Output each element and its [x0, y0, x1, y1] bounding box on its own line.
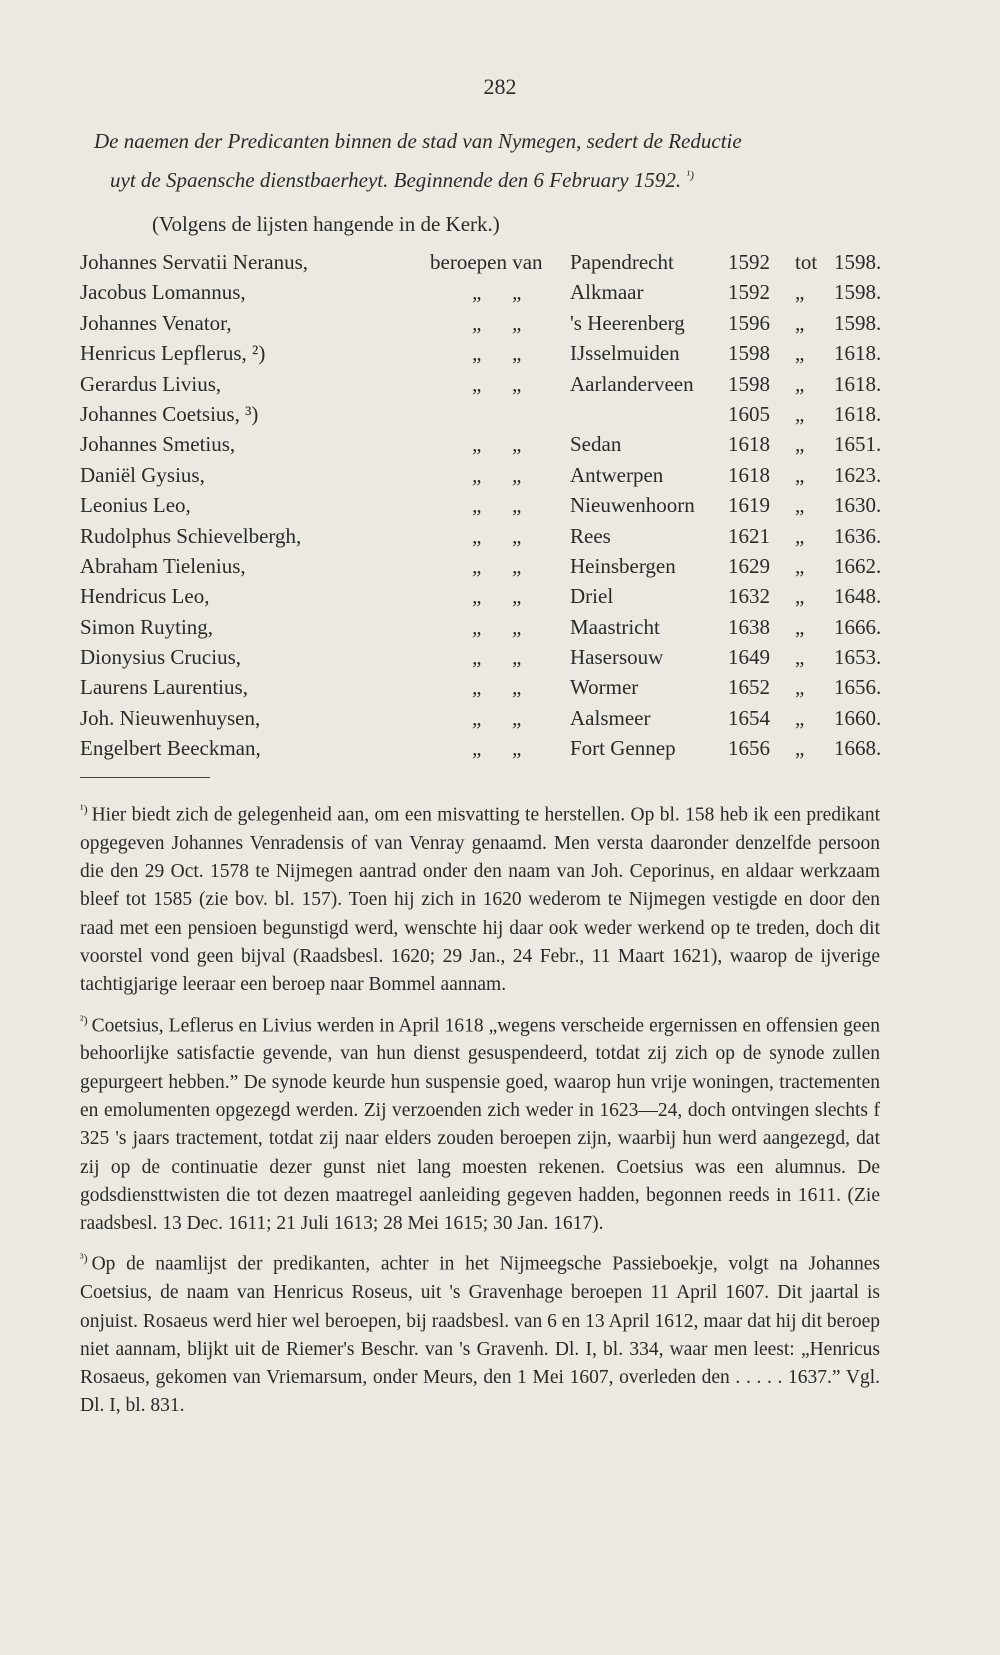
footnote-text: Op de naamlijst der predikanten, achter in het Nijmeegsche Passieboekje, volgt na Johannes Coetsius, de naam van Henricus Roseus, uit 's Gravenhage beroepen 11 April 1607. Dit jaartal is onjuist. Rosaeus werd hier wel beroepen, bij raadsbesl. van 6 en 13 April 1612, maar dat hij dit beroep niet aannam, blijkt uit de Riemer's Beschr. van 's Gravenh. Dl. I, bl. 334, waar men leest: „Henricus Rosaeus, gekomen van Vriemarsum, onder Meurs, den 1 Mei 1607, overleden den . . . . . 1637.” Vgl. Dl. I, bl. 831.	[80, 1253, 880, 1417]
heading-line-2	[90, 158, 890, 197]
footnote	[80, 795, 880, 1000]
roster-name: Johannes Servatii Neranus,	[80, 250, 309, 274]
roster-ditto1: „	[472, 310, 484, 335]
roster-tot: „	[795, 310, 805, 335]
roster-ditto2: „	[512, 553, 524, 578]
roster-from: 1618	[728, 432, 770, 457]
roster-row	[80, 493, 900, 523]
roster-ditto2: „	[512, 523, 524, 548]
footnote-mark: ¹)	[80, 802, 88, 816]
roster-place: Fort Gennep	[570, 736, 676, 761]
roster-name: Johannes Venator,	[80, 310, 232, 335]
roster-row	[80, 736, 900, 766]
roster-ditto2: „	[512, 462, 524, 487]
roster-name: Jacobus Lomannus,	[80, 280, 246, 305]
roster-from: 1605	[728, 401, 770, 426]
roster-tot: „	[795, 371, 805, 396]
roster-place: Driel	[570, 584, 614, 609]
roster-tot: „	[795, 584, 805, 609]
roster-tot: tot	[795, 250, 818, 274]
roster-row	[80, 250, 900, 280]
roster-ditto1: „	[472, 371, 484, 396]
roster-tot: „	[795, 645, 805, 670]
roster-name: Rudolphus Schievelbergh,	[80, 523, 302, 548]
roster-to: 1598.	[834, 250, 882, 274]
roster-tot: „	[795, 401, 805, 426]
roster-to: 1618.	[834, 371, 882, 396]
roster-to: 1660.	[834, 705, 882, 730]
roster-tot: „	[795, 675, 805, 700]
roster-ditto2: „	[512, 736, 524, 761]
roster-ditto1: „	[472, 645, 484, 670]
roster-name: Simon Ruyting,	[80, 614, 214, 639]
roster-to: 1662.	[834, 553, 882, 578]
roster-name: Johannes Coetsius, ³)	[80, 401, 259, 426]
footnote-divider	[80, 777, 210, 778]
roster-name: Dionysius Crucius,	[80, 645, 242, 670]
roster-ditto2: „	[512, 645, 524, 670]
roster-row	[80, 554, 900, 584]
heading-footnote-ref: ¹)	[686, 168, 694, 182]
roster-name: Hendricus Leo,	[80, 584, 210, 609]
roster-row	[80, 463, 900, 493]
roster-ditto1: „	[472, 553, 484, 578]
roster-from: 1649	[728, 645, 770, 670]
roster-from: 1621	[728, 523, 770, 548]
roster-place: IJsselmuiden	[570, 341, 680, 366]
roster-ditto1: „	[472, 584, 484, 609]
roster-from: 1629	[728, 553, 770, 578]
roster-row	[80, 432, 900, 462]
footnote-text: Hier biedt zich de gelegenheid aan, om een misvatting te herstellen. Op bl. 158 heb ik een predikant opgegeven Johannes Venradensis of van Venray genaamd. Men versta daaronder denzelfde persoon die den 29 Oct. 1578 te Nijmegen aantrad onder den naam van Joh. Ceporinus, en aldaar werkzaam bleef tot 1585 (zie bov. bl. 157). Toen hij zich in 1620 wederom te Nijmegen vestigde en door den raad met een pensioen begunstigd werd, wenschte hij daar ook weder werkend op te treden, doch dit voorstel vond geen bijval (Raadsbesl. 1620; 29 Jan., 24 Febr., 11 Maart 1621), waarop de ijverige tachtigjarige leeraar een beroep naar Bommel aannam.	[80, 804, 880, 996]
roster-tot: „	[795, 705, 805, 730]
roster-from: 1652	[728, 675, 770, 700]
roster-name: Daniël Gysius,	[80, 462, 205, 487]
roster-row	[80, 311, 900, 341]
roster-tot: „	[795, 341, 805, 366]
roster-name: Henricus Lepflerus, ²)	[80, 341, 266, 366]
roster-to: 1598.	[834, 310, 882, 335]
roster-ditto1: „	[472, 705, 484, 730]
page-heading	[90, 124, 890, 197]
preacher-roster	[80, 250, 900, 767]
roster-ditto2: „	[512, 310, 524, 335]
roster-from: 1619	[728, 493, 770, 518]
roster-label: beroepen van	[430, 250, 543, 274]
roster-from: 1598	[728, 341, 770, 366]
footnote	[80, 1244, 880, 1420]
roster-ditto2: „	[512, 341, 524, 366]
roster-to: 1648.	[834, 584, 882, 609]
roster-ditto2: „	[512, 675, 524, 700]
roster-name: Gerardus Livius,	[80, 371, 222, 396]
roster-tot: „	[795, 493, 805, 518]
roster-to: 1623.	[834, 462, 882, 487]
roster-place: Aalsmeer	[570, 705, 651, 730]
roster-to: 1630.	[834, 493, 882, 518]
roster-ditto2: „	[512, 371, 524, 396]
roster-to: 1618.	[834, 401, 882, 426]
roster-from: 1592	[728, 250, 770, 274]
footnote-mark: ³)	[80, 1251, 88, 1266]
roster-row	[80, 645, 900, 675]
footnote	[80, 1006, 880, 1239]
roster-ditto1: „	[472, 736, 484, 761]
roster-place: Papendrecht	[570, 250, 674, 274]
roster-to: 1598.	[834, 280, 882, 305]
roster-ditto2: „	[512, 584, 524, 609]
roster-ditto2: „	[512, 280, 524, 305]
roster-row	[80, 675, 900, 705]
roster-name: Engelbert Beeckman,	[80, 736, 261, 761]
roster-to: 1618.	[834, 341, 882, 366]
roster-ditto1: „	[472, 462, 484, 487]
roster-row	[80, 341, 900, 371]
roster-ditto1: „	[472, 280, 484, 305]
roster-to: 1636.	[834, 523, 882, 548]
roster-from: 1592	[728, 280, 770, 305]
roster-to: 1651.	[834, 432, 882, 457]
roster-place: Maastricht	[570, 614, 660, 639]
roster-ditto1: „	[472, 493, 484, 518]
roster-row	[80, 584, 900, 614]
roster-from: 1656	[728, 736, 770, 761]
page-number: 282	[483, 74, 517, 99]
roster-ditto2: „	[512, 493, 524, 518]
heading-line-1: De naemen der Predicanten binnen de stad van Nymegen, sedert de Reductie	[94, 129, 742, 153]
footnote-mark: ²)	[80, 1012, 88, 1027]
roster-ditto1: „	[472, 614, 484, 639]
roster-place: Alkmaar	[570, 280, 644, 305]
roster-name: Laurens Laurentius,	[80, 675, 248, 700]
roster-to: 1666.	[834, 614, 882, 639]
roster-tot: „	[795, 736, 805, 761]
roster-from: 1598	[728, 371, 770, 396]
roster-ditto1: „	[472, 523, 484, 548]
roster-place: Hasersouw	[570, 645, 664, 670]
roster-place: Rees	[570, 523, 611, 548]
roster-ditto1: „	[472, 341, 484, 366]
roster-place: Antwerpen	[570, 462, 664, 487]
roster-name: Joh. Nieuwenhuysen,	[80, 705, 261, 730]
roster-place: Sedan	[570, 432, 622, 457]
roster-ditto1: „	[472, 432, 484, 457]
roster-name: Johannes Smetius,	[80, 432, 236, 457]
roster-tot: „	[795, 553, 805, 578]
roster-row	[80, 524, 900, 554]
roster-place: Nieuwenhoorn	[570, 493, 695, 518]
roster-ditto2: „	[512, 614, 524, 639]
roster-from: 1654	[728, 705, 770, 730]
roster-place: Wormer	[570, 675, 639, 700]
roster-ditto1: „	[472, 675, 484, 700]
roster-tot: „	[795, 280, 805, 305]
footnotes	[80, 795, 880, 1427]
roster-from: 1596	[728, 310, 770, 335]
subheading: (Volgens de lijsten hangende in de Kerk.)	[152, 212, 500, 236]
roster-from: 1632	[728, 584, 770, 609]
roster-place: Aarlanderveen	[570, 371, 694, 396]
roster-from: 1638	[728, 614, 770, 639]
roster-ditto2: „	[512, 705, 524, 730]
roster-tot: „	[795, 523, 805, 548]
roster-tot: „	[795, 614, 805, 639]
roster-tot: „	[795, 432, 805, 457]
roster-to: 1656.	[834, 675, 882, 700]
roster-name: Abraham Tielenius,	[80, 553, 246, 578]
roster-row	[80, 372, 900, 402]
roster-row	[80, 280, 900, 310]
roster-row	[80, 615, 900, 645]
footnote-text: Coetsius, Leflerus en Livius werden in April 1618 „wegens verscheide ergernissen en offensien geen behoorlijke satisfactie gevende, van hun dienst gesuspendeerd, totdat zij zich op de synode zullen gepurgeert hebben.” De synode keurde hun suspensie goed, waarop hun vrije woningen, tractementen en emolumenten opgezegd werden. Zij verzoenden zich weder in 1623—24, doch ontvingen slechts f 325 's jaars tractement, totdat zij naar elders zouden beroepen zijn, waarbij hun werd aangezegd, dat zij op de continuatie dezer gunst niet lang moesten rekenen. Coetsius was een alumnus. De godsdiensttwisten die tot dezen maatregel aanleiding gegeven hadden, begonnen reeds in 1611. (Zie raadsbesl. 13 Dec. 1611; 21 Juli 1613; 28 Mei 1615; 30 Jan. 1617).	[80, 1015, 880, 1235]
roster-tot: „	[795, 462, 805, 487]
roster-row	[80, 402, 900, 432]
roster-place: 's Heerenberg	[570, 310, 685, 335]
roster-ditto2: „	[512, 432, 524, 457]
roster-row	[80, 706, 900, 736]
roster-from: 1618	[728, 462, 770, 487]
roster-to: 1653.	[834, 645, 882, 670]
roster-to: 1668.	[834, 736, 882, 761]
heading-line-2-text: uyt de Spaensche dienstbaerheyt. Beginnende den 6 February 1592.	[110, 168, 682, 192]
roster-place: Heinsbergen	[570, 553, 676, 578]
roster-name: Leonius Leo,	[80, 493, 191, 518]
